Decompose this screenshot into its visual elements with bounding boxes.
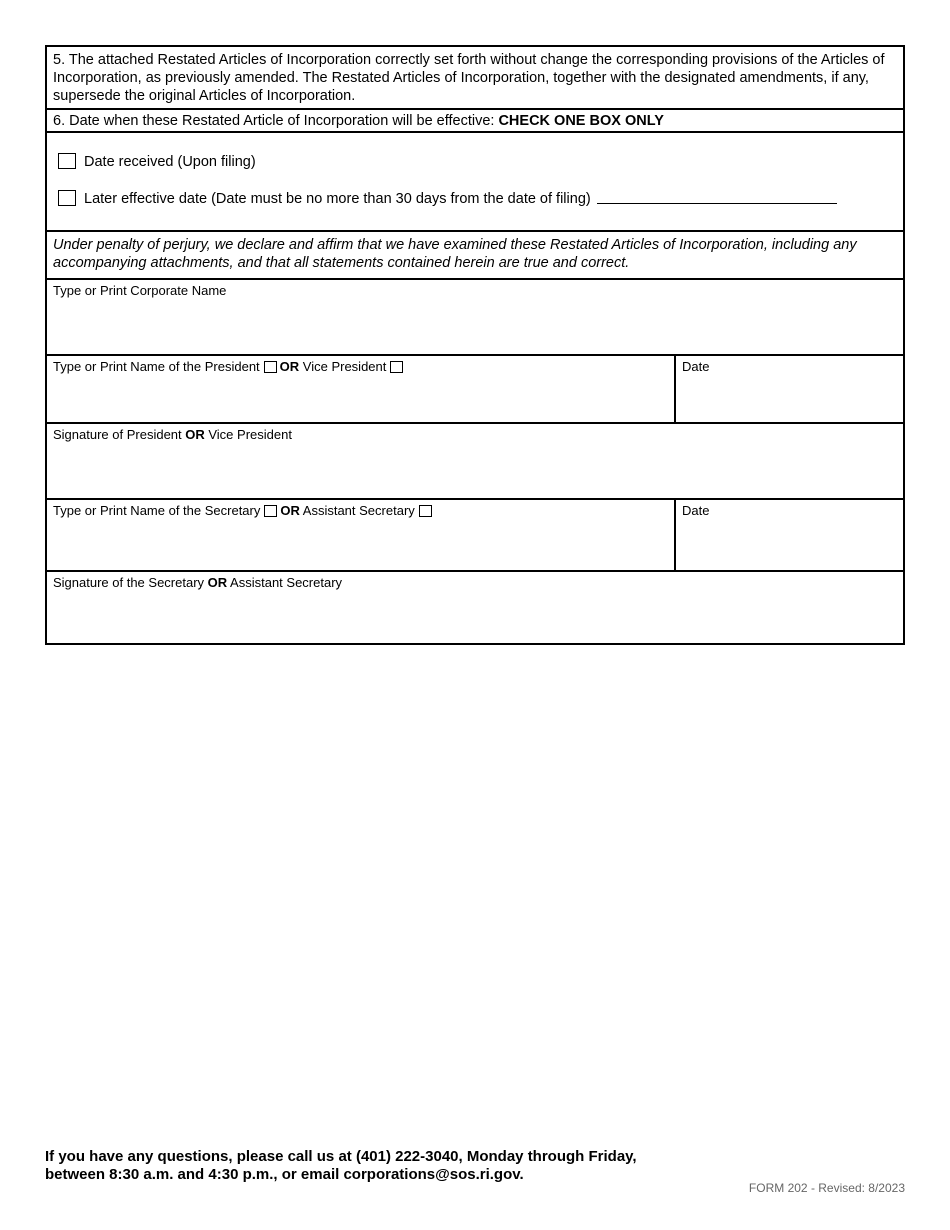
secretary-date-field[interactable] xyxy=(676,500,715,523)
president-signature-vp: Vice President xyxy=(204,427,292,442)
restated-articles-form xyxy=(45,45,905,645)
president-signature-row[interactable] xyxy=(47,422,903,500)
secretary-signature-or: OR xyxy=(207,575,228,590)
president-or: OR xyxy=(279,359,300,374)
secretary-signature-row[interactable] xyxy=(47,570,903,645)
later-date-input-line[interactable] xyxy=(597,190,837,204)
president-signature-or: OR xyxy=(185,427,205,442)
president-name-row xyxy=(47,354,903,424)
section-6-heading-instruction: CHECK ONE BOX ONLY xyxy=(498,113,664,129)
section-6-heading xyxy=(47,108,903,132)
assistant-secretary-label: Assistant Secretary xyxy=(302,503,415,518)
president-name-field[interactable] xyxy=(47,356,903,379)
secretary-name-label: Type or Print Name of the Secretary xyxy=(53,503,261,518)
later-date-checkbox[interactable] xyxy=(58,190,76,206)
section-6-options xyxy=(47,131,903,231)
section-5 xyxy=(47,47,903,109)
date-received-label: Date received (Upon filing) xyxy=(84,154,256,170)
president-name-label: Type or Print Name of the President xyxy=(53,359,260,374)
assistant-secretary-checkbox[interactable] xyxy=(419,505,432,517)
section-5-text: 5. The attached Restated Articles of Incorporation correctly set forth without change the corresponding provisions of the Articles of Incorporation, as previously amended. The Restated Articles of Incorporation, together with the designated amendments, if any, supersede the original Articles of Incorporation. xyxy=(53,52,885,104)
vice-president-label: Vice President xyxy=(302,359,387,374)
contact-line-2: between 8:30 a.m. and 4:30 p.m., or email corporations@sos.ri.gov. xyxy=(45,1166,524,1183)
contact-info xyxy=(45,1148,637,1184)
date-received-checkbox[interactable] xyxy=(58,153,76,169)
option-date-received[interactable] xyxy=(58,153,256,171)
president-date-label: Date xyxy=(682,359,710,374)
contact-line-1: If you have any questions, please call us at (401) 222-3040, Monday through Friday, xyxy=(45,1148,637,1165)
later-date-label: Later effective date (Date must be no more than 30 days from the date of filing) xyxy=(84,191,591,207)
secretary-name-row xyxy=(47,498,903,572)
secretary-date-label: Date xyxy=(682,503,710,518)
form-revision: FORM 202 - Revised: 8/2023 xyxy=(748,1181,905,1195)
vice-president-checkbox[interactable] xyxy=(390,361,403,373)
option-later-date[interactable] xyxy=(58,190,837,208)
secretary-signature-asst: Assistant Secretary xyxy=(227,575,343,590)
secretary-or: OR xyxy=(280,503,300,518)
corporate-name-row[interactable] xyxy=(47,278,903,356)
president-date-field[interactable] xyxy=(676,356,715,379)
corporate-name-label: Type or Print Corporate Name xyxy=(53,283,227,298)
secretary-signature-label: Signature of the Secretary xyxy=(53,575,208,590)
declaration-row xyxy=(47,230,903,280)
secretary-checkbox[interactable] xyxy=(264,505,277,517)
section-6-heading-text: 6. Date when these Restated Article of Incorporation will be effective: xyxy=(53,113,499,129)
secretary-name-field[interactable] xyxy=(47,500,903,523)
president-checkbox[interactable] xyxy=(264,361,277,373)
perjury-declaration: Under penalty of perjury, we declare and affirm that we have examined these Restated Articles of Incorporation, including any accompanying attachments, and that all statements contained herein are true and correct. xyxy=(53,237,857,271)
president-signature-label: Signature of President xyxy=(53,427,186,442)
